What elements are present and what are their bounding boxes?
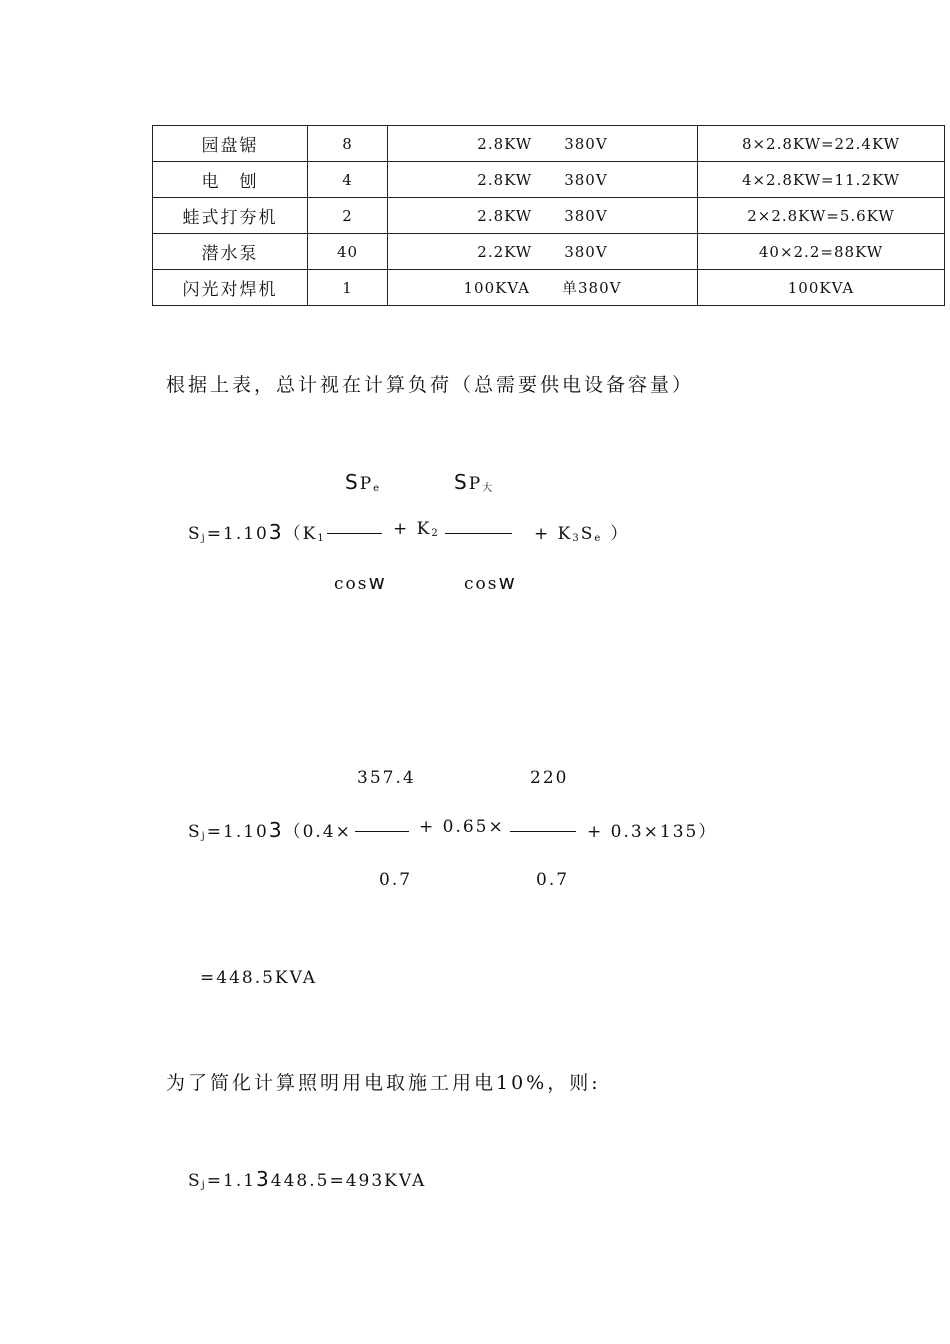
calc-numerator-2: 220	[530, 768, 569, 788]
spec-cell: 2.2KW 380V	[388, 234, 698, 270]
total-power-cell: 8×2.8KW=22.4KW	[698, 126, 945, 162]
calc-denominator-2: 0.7	[536, 870, 570, 890]
equipment-name-cell: 蛙式打夯机	[153, 198, 308, 234]
total-power-cell: 100KVA	[698, 270, 945, 306]
result-line: =448.5KVA	[200, 968, 318, 988]
spec-cell: 2.8KW 380V	[388, 162, 698, 198]
quantity-cell: 4	[308, 162, 388, 198]
table-row	[153, 126, 945, 162]
quantity-cell: 2	[308, 198, 388, 234]
equipment-name-cell: 潜水泵	[153, 234, 308, 270]
formula-denominator-1: cosw	[334, 570, 387, 594]
calc-denominator-1: 0.7	[379, 870, 413, 890]
equipment-table	[152, 125, 945, 306]
formula-numerator-2: $SP_大$	[454, 470, 495, 494]
quantity-cell: 1	[308, 270, 388, 306]
equipment-name-cell: 闪光对焊机	[153, 270, 308, 306]
calc-lhs: $S_j=1.103(0.4\times$	[188, 818, 352, 842]
spec-cell: 2.8KW 380V	[388, 126, 698, 162]
table-row	[153, 270, 945, 306]
table-row	[153, 198, 945, 234]
total-power-cell: 40×2.2=88KW	[698, 234, 945, 270]
equipment-name-cell: 电 刨	[153, 162, 308, 198]
quantity-cell: 8	[308, 126, 388, 162]
table-row	[153, 162, 945, 198]
calc-part-2: + 0.65×	[419, 817, 505, 837]
quantity-cell: 40	[308, 234, 388, 270]
calc-fraction-bar-1	[355, 831, 409, 832]
total-power-cell: 2×2.8KW=5.6KW	[698, 198, 945, 234]
spec-cell: 100KVA 单380V	[388, 270, 698, 306]
calc-part-3: + 0.3×135）	[587, 822, 718, 842]
total-power-cell: 4×2.8KW=11.2KW	[698, 162, 945, 198]
calc-fraction-bar-2	[510, 831, 576, 832]
fraction-bar-2	[445, 533, 512, 534]
spec-cell: 2.8KW 380V	[388, 198, 698, 234]
fraction-bar-1	[327, 533, 382, 534]
formula-numerator-1: $SP_e$	[345, 470, 382, 494]
final-equation: $S_j=1.13448.5=493KVA$	[188, 1167, 427, 1191]
intro-text: 根据上表，总计视在计算负荷（总需要供电设备容量）	[166, 374, 695, 396]
equipment-name-cell: 园盘锯	[153, 126, 308, 162]
table-row	[153, 234, 945, 270]
formula-k3: + $K_3S_e$ ）	[534, 524, 630, 544]
calc-numerator-1: 357.4	[357, 768, 416, 788]
note-text: 为了简化计算照明用电取施工用电10%，则:	[166, 1072, 601, 1094]
formula-k2: + $K_2$	[393, 519, 440, 539]
formula-lhs: $S_j=1.103(K_1$	[188, 520, 326, 544]
formula-denominator-2: cosw	[464, 570, 517, 594]
